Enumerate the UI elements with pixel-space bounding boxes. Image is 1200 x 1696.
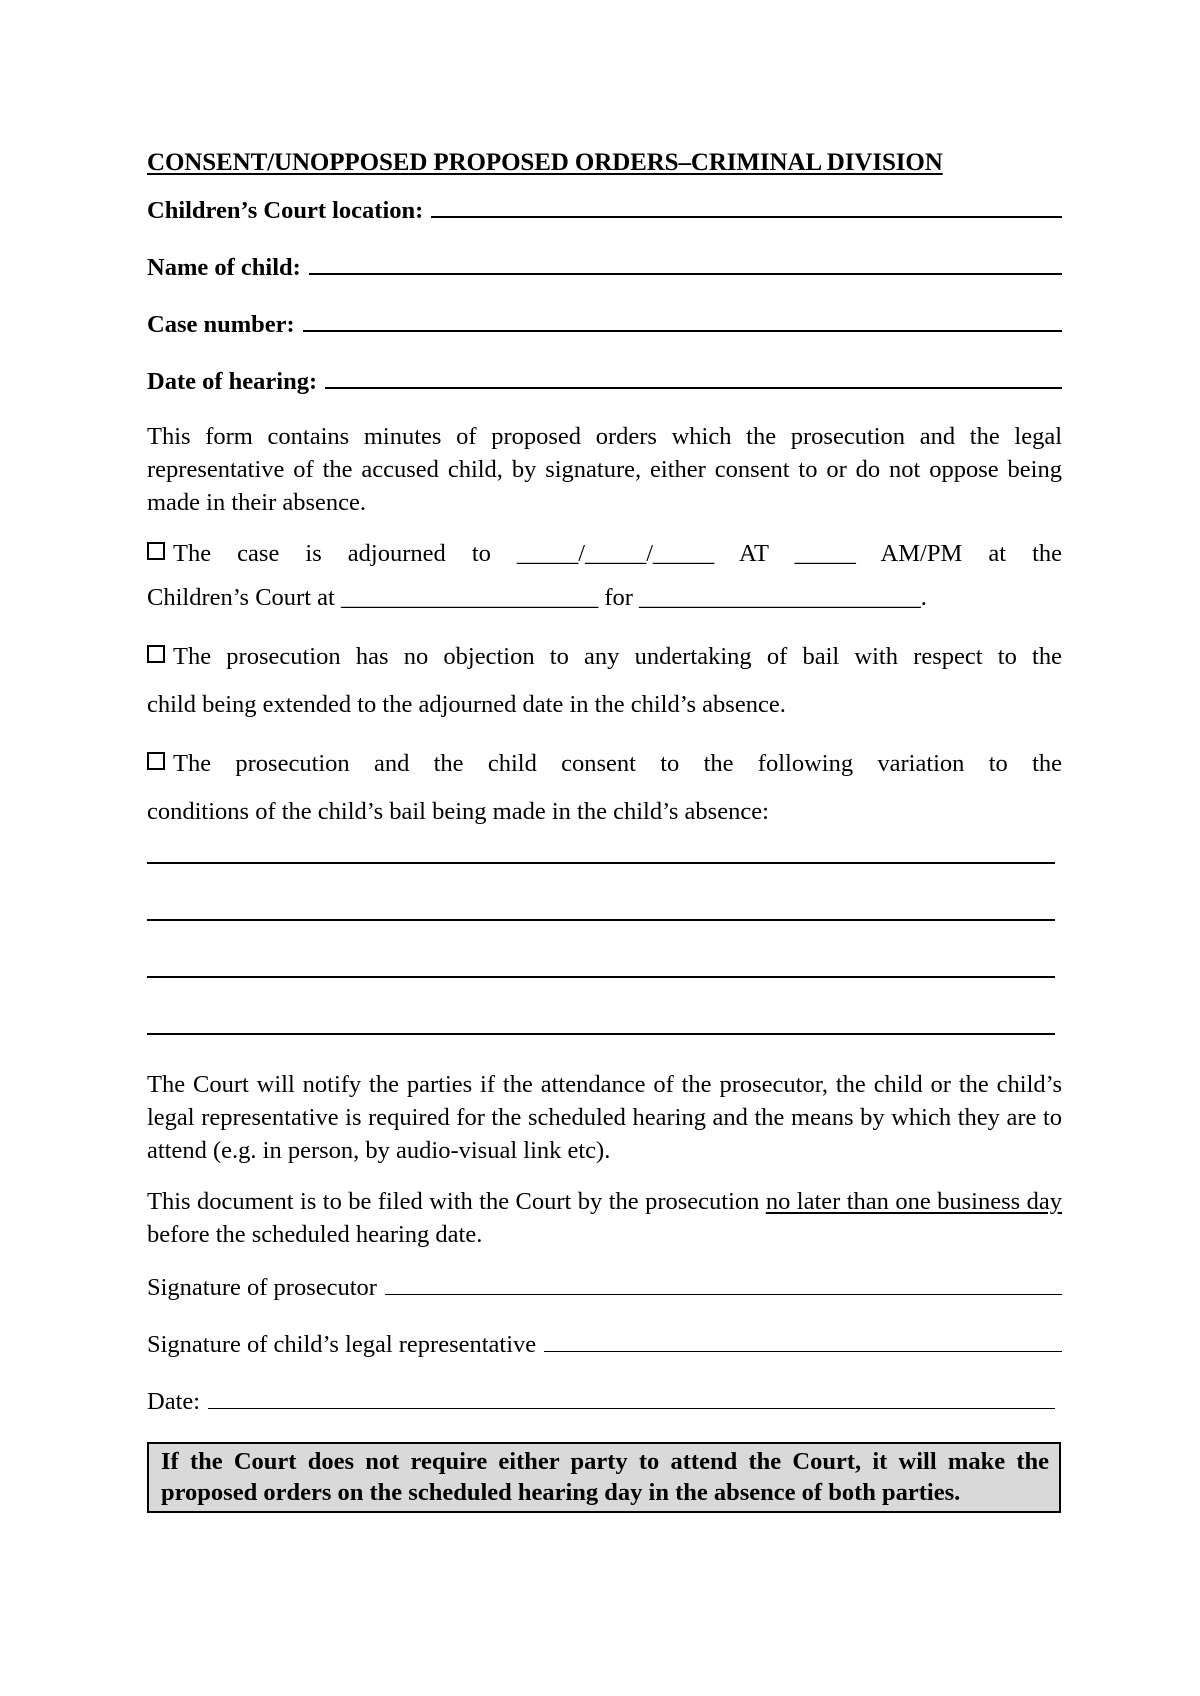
bail-extended-checkbox[interactable] (147, 645, 165, 663)
filing-text-after: before the scheduled hearing date. (147, 1221, 483, 1248)
legal-rep-signature-field (147, 1328, 1062, 1361)
filing-paragraph (147, 1185, 1062, 1251)
filing-deadline: no later than one business day (765, 1188, 1062, 1215)
date-field (147, 1385, 1055, 1418)
legal-rep-signature-line[interactable] (544, 1331, 1062, 1352)
hearing-date-input-line[interactable] (325, 367, 1062, 389)
case-number-input-line[interactable] (303, 310, 1062, 332)
option-adjourned-line1: The case is adjourned to _____/_____/_____ AT _____ AM/PM at the (173, 540, 1062, 567)
adjourned-checkbox[interactable] (147, 542, 165, 560)
option-adjourned-line2: Children’s Court at _____________________ for _______________________. (147, 584, 927, 611)
option-bail-extended (147, 640, 1062, 721)
variation-line[interactable] (147, 840, 1055, 864)
case-number-label: Case number: (147, 311, 295, 338)
variation-line[interactable] (147, 1011, 1055, 1035)
prosecutor-signature-field (147, 1271, 1062, 1304)
option-adjourned (147, 537, 1062, 614)
option-bail-variation (147, 747, 1062, 828)
notice-box: If the Court does not require either party to attend the Court, it will make the proposed orders on the scheduled hearing day in the absence of both parties. (147, 1442, 1061, 1513)
filing-text-before: This document is to be filed with the Court by the prosecution (147, 1188, 766, 1215)
hearing-date-label: Date of hearing: (147, 368, 318, 395)
option-bail-line2: child being extended to the adjourned date in the child’s absence. (147, 691, 786, 718)
form-title: CONSENT/UNOPPOSED PROPOSED ORDERS–CRIMINAL DIVISION (147, 149, 943, 176)
prosecutor-signature-label: Signature of prosecutor (147, 1274, 377, 1301)
court-location-label: Children’s Court location: (147, 197, 424, 224)
option-bail-line1: The prosecution has no objection to any undertaking of bail with respect to the (173, 643, 1062, 670)
option-variation-line2: conditions of the child’s bail being made in the child’s absence: (147, 798, 769, 825)
form-page (147, 146, 1062, 1513)
variation-lines (147, 840, 1062, 1035)
option-variation-line1: The prosecution and the child consent to the following variation to the (173, 750, 1062, 777)
date-label: Date: (147, 1388, 201, 1415)
variation-line[interactable] (147, 954, 1055, 978)
child-name-field (147, 251, 1062, 284)
case-number-field (147, 308, 1062, 341)
court-location-input-line[interactable] (431, 196, 1062, 218)
legal-rep-signature-label: Signature of child’s legal representative (147, 1331, 537, 1358)
hearing-date-field (147, 365, 1062, 398)
bail-variation-checkbox[interactable] (147, 752, 165, 770)
prosecutor-signature-line[interactable] (385, 1274, 1062, 1295)
court-location-field (147, 194, 1062, 227)
date-line[interactable] (208, 1388, 1055, 1409)
notify-paragraph: The Court will notify the parties if the attendance of the prosecutor, the child or the child’s legal representative is required for the scheduled hearing and the means by which they are to attend (e.g. in person, by audio-visual link etc). (147, 1071, 1062, 1164)
variation-line[interactable] (147, 897, 1055, 921)
child-name-input-line[interactable] (309, 253, 1062, 275)
intro-paragraph: This form contains minutes of proposed orders which the prosecution and the legal representative of the accused child, by signature, either consent to or do not oppose being made in their absence. (147, 423, 1062, 516)
child-name-label: Name of child: (147, 254, 301, 281)
